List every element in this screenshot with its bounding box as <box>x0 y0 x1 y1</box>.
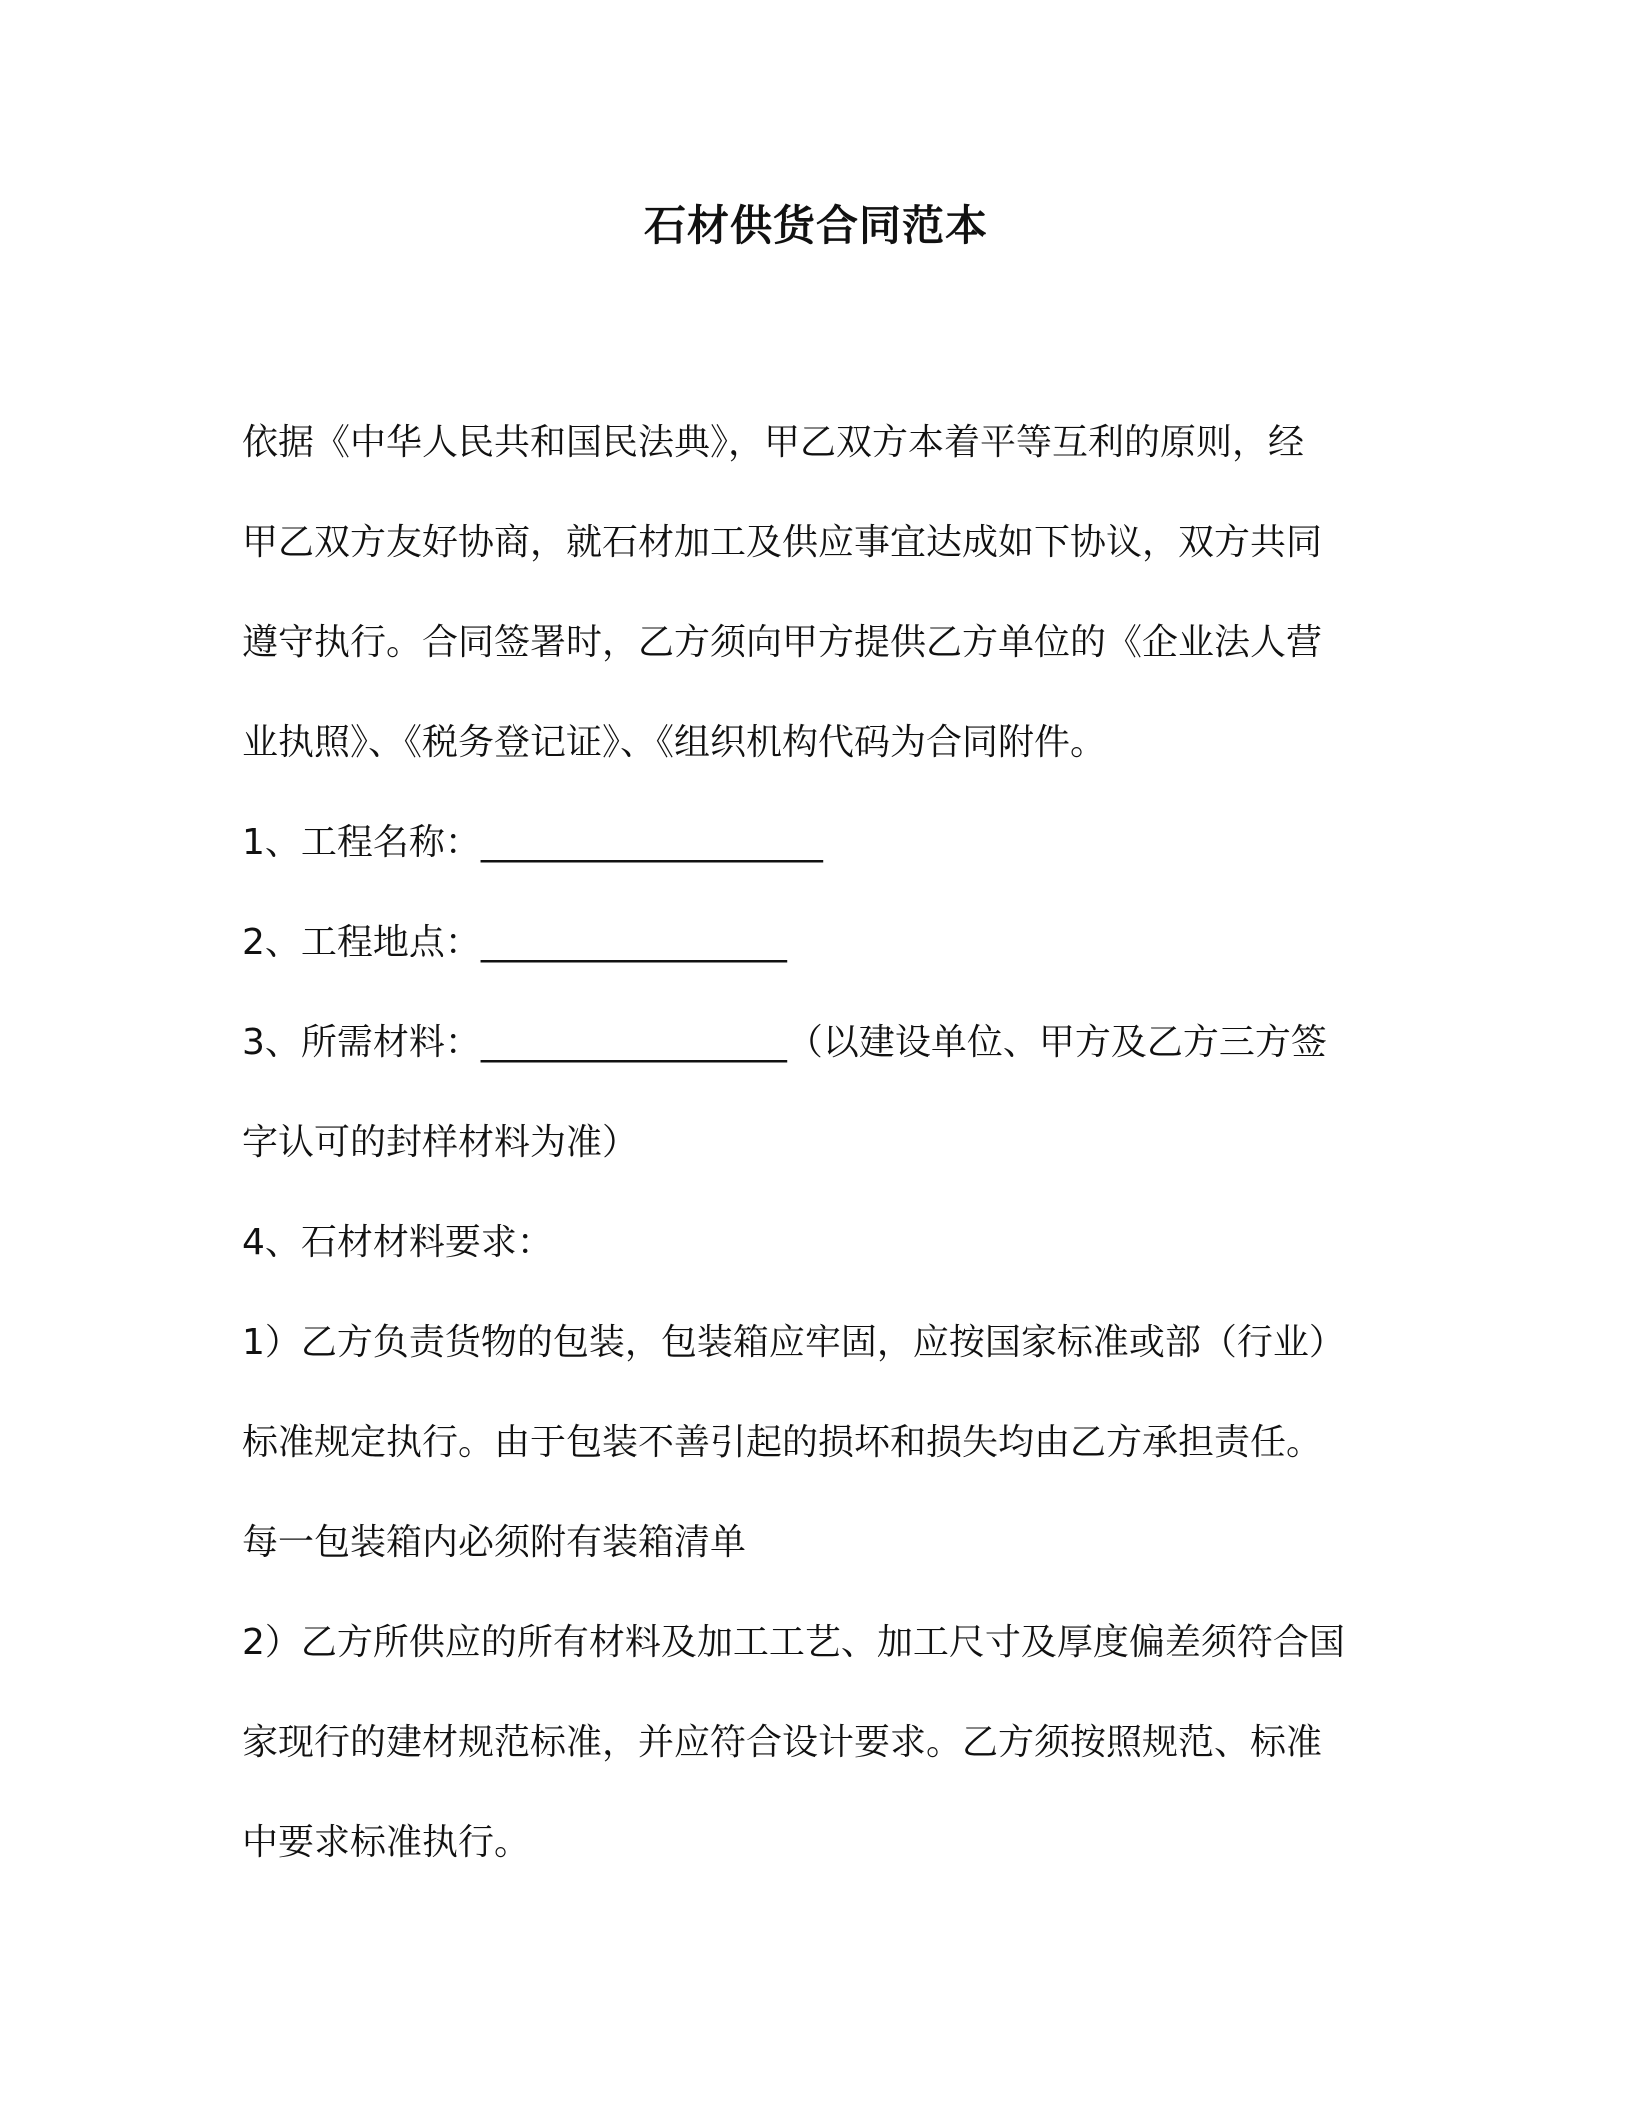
paragraph-line: 家现行的建材规范标准，并应符合设计要求。乙方须按照规范、标准 <box>242 1722 1323 1763</box>
paragraph-line: 字认可的封样材料为准） <box>242 1122 639 1163</box>
paragraph-line: 业执照》、《税务登记证》、《组织机构代码为合同附件。 <box>242 722 1107 763</box>
paragraph-line: 1）乙方负责货物的包装，包装箱应牢固，应按国家标准或部（行业） <box>242 1322 1345 1363</box>
project-location-field: 2、工程地点：_________________ <box>242 922 787 963</box>
required-materials-field: 3、所需材料：_________________（以建设单位、甲方及乙方三方签 <box>242 1022 1327 1063</box>
project-name-field: 1、工程名称：___________________ <box>242 822 823 863</box>
section-heading: 4、石材材料要求： <box>242 1222 553 1263</box>
paragraph-line: 2）乙方所供应的所有材料及加工工艺、加工尺寸及厚度偏差须符合国 <box>242 1622 1345 1663</box>
document-body <box>242 418 1392 1918</box>
paragraph-line: 遵守执行。合同签署时，乙方须向甲方提供乙方单位的《企业法人营 <box>242 622 1323 663</box>
document-title: 石材供货合同范本 <box>643 201 988 250</box>
paragraph-line: 甲乙双方友好协商，就石材加工及供应事宜达成如下协议，双方共同 <box>242 522 1323 563</box>
paragraph-line: 标准规定执行。由于包装不善引起的损坏和损失均由乙方承担责任。 <box>242 1422 1323 1463</box>
paragraph-line: 依据《中华人民共和国民法典》，甲乙双方本着平等互利的原则，经 <box>242 422 1305 463</box>
paragraph-line: 中要求标准执行。 <box>242 1822 531 1863</box>
paragraph-line: 每一包装箱内必须附有装箱清单 <box>242 1522 747 1563</box>
